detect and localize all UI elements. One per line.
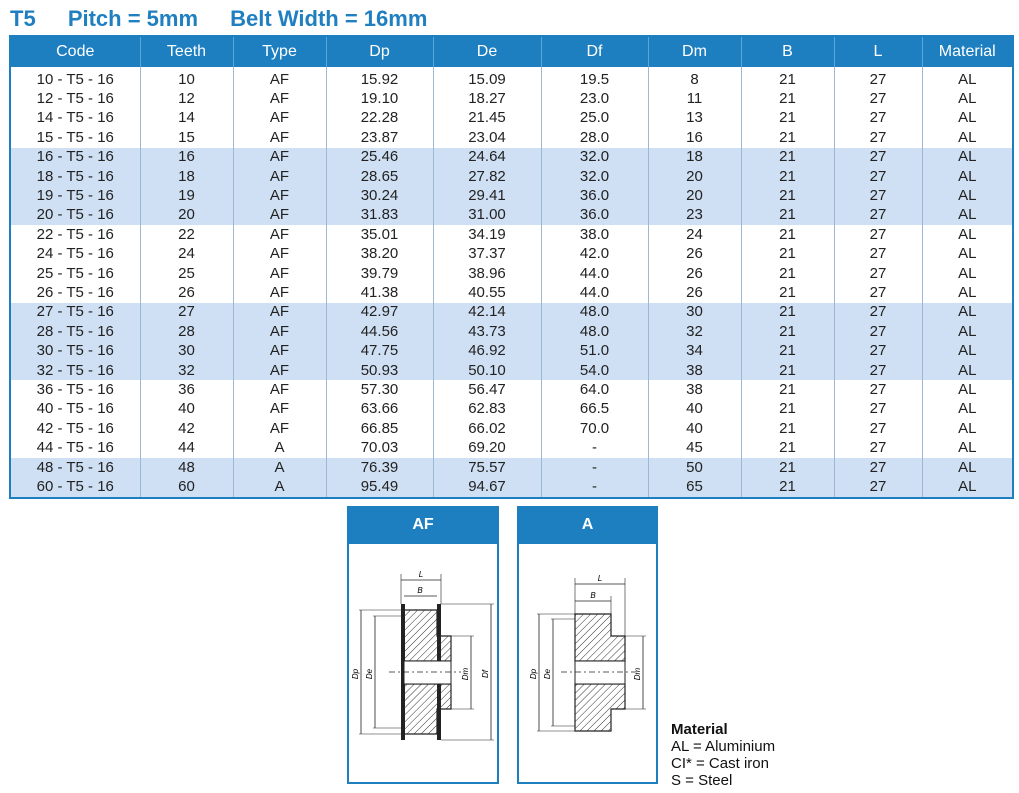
belt-width-title: Belt Width = 16mm xyxy=(230,6,428,31)
cell-code: 19 - T5 - 16 xyxy=(10,186,140,205)
cell-type: A xyxy=(233,458,326,477)
cell-de: 27.82 xyxy=(433,167,541,186)
cell-de: 69.20 xyxy=(433,438,541,457)
cell-dp: 66.85 xyxy=(326,419,433,438)
cell-teeth: 28 xyxy=(140,322,233,341)
cell-material: AL xyxy=(922,225,1013,244)
cell-dp: 39.79 xyxy=(326,264,433,283)
table-row xyxy=(10,419,1013,438)
table-row xyxy=(10,380,1013,399)
diagram-a-title: A xyxy=(519,508,656,544)
cell-type: AF xyxy=(233,89,326,108)
cell-l: 27 xyxy=(834,148,922,167)
cell-df: 48.0 xyxy=(541,322,648,341)
cell-teeth: 60 xyxy=(140,477,233,497)
cell-teeth: 26 xyxy=(140,283,233,302)
cell-material: AL xyxy=(922,477,1013,497)
cell-code: 14 - T5 - 16 xyxy=(36,109,114,127)
cell-code: 18 - T5 - 16 xyxy=(10,167,140,186)
cell-teeth: 19 xyxy=(140,186,233,205)
cell-de: 94.67 xyxy=(433,477,541,497)
cell-code: 27 - T5 - 16 xyxy=(10,303,140,322)
cell-code: 36 - T5 - 16 xyxy=(36,380,114,398)
cell-teeth: 16 xyxy=(140,148,233,167)
cell-de: 38.96 xyxy=(433,264,541,283)
cell-de: 75.57 xyxy=(433,458,541,477)
table-row xyxy=(10,128,1013,147)
cell-dp: 44.56 xyxy=(326,322,433,341)
cell-material: AL xyxy=(922,148,1013,167)
column-header-dm: Dm xyxy=(648,36,741,67)
cell-l: 27 xyxy=(834,67,922,89)
cell-b: 21 xyxy=(741,245,834,264)
cell-type: AF xyxy=(233,245,326,264)
cell-dp: 19.10 xyxy=(326,89,433,108)
cell-dp: 22.28 xyxy=(326,109,433,128)
cell-code: 20 - T5 - 16 xyxy=(10,206,140,225)
cell-dp: 28.65 xyxy=(326,167,433,186)
cell-dp: 41.38 xyxy=(326,283,433,302)
cell-de: 21.45 xyxy=(433,109,541,128)
cell-l: 27 xyxy=(834,361,922,380)
pitch-title: Pitch = 5mm xyxy=(67,6,199,31)
cell-de: 24.64 xyxy=(433,148,541,167)
cell-dp: 95.49 xyxy=(326,477,433,497)
cell-dm: 23 xyxy=(648,206,741,225)
cell-material: AL xyxy=(922,419,1013,438)
cell-material: AL xyxy=(922,438,1013,457)
cell-material: AL xyxy=(922,322,1013,341)
cell-b: 21 xyxy=(741,303,834,322)
cell-df: - xyxy=(541,477,648,497)
profile-title: T5 xyxy=(10,6,36,31)
cell-df: 48.0 xyxy=(541,303,648,322)
cell-type: AF xyxy=(233,148,326,167)
table-row xyxy=(10,109,1013,128)
cell-de: 42.14 xyxy=(433,303,541,322)
cell-b: 21 xyxy=(741,380,834,399)
cell-l: 27 xyxy=(834,89,922,108)
cell-type: AF xyxy=(233,109,326,128)
cell-teeth: 30 xyxy=(140,341,233,360)
cell-df: 44.0 xyxy=(541,283,648,302)
material-legend-item: AL = Aluminium xyxy=(671,738,776,755)
cell-code: 16 - T5 - 16 xyxy=(10,148,140,167)
cell-df: 32.0 xyxy=(541,148,648,167)
cell-dp: 25.46 xyxy=(326,148,433,167)
cell-b: 21 xyxy=(741,400,834,419)
cell-df: 28.0 xyxy=(541,128,648,147)
cell-b: 21 xyxy=(741,148,834,167)
material-legend-item: CI* = Cast iron xyxy=(671,755,769,772)
cell-teeth: 18 xyxy=(140,167,233,186)
cell-dm: 16 xyxy=(648,128,741,147)
label-dp: Dp xyxy=(529,668,538,680)
cell-dm: 8 xyxy=(648,67,741,89)
cell-b: 21 xyxy=(741,186,834,205)
cell-dp: 50.93 xyxy=(326,361,433,380)
label-l: L xyxy=(418,570,424,579)
cell-material: AL xyxy=(922,303,1013,322)
cell-dm: 65 xyxy=(648,477,741,497)
cell-teeth: 27 xyxy=(140,303,233,322)
column-header-df: Df xyxy=(541,36,648,67)
cell-df: 32.0 xyxy=(541,167,648,186)
table-row xyxy=(10,245,1013,264)
cell-dm: 38 xyxy=(648,361,741,380)
cell-type: AF xyxy=(233,341,326,360)
cell-type: AF xyxy=(233,206,326,225)
cell-code: 42 - T5 - 16 xyxy=(36,419,114,437)
diagram-a-drawing xyxy=(519,544,656,782)
table-row xyxy=(10,225,1013,244)
cell-b: 21 xyxy=(741,67,834,89)
cell-b: 21 xyxy=(741,206,834,225)
cell-code: 22 - T5 - 16 xyxy=(36,225,114,243)
cell-l: 27 xyxy=(834,341,922,360)
cell-l: 27 xyxy=(834,206,922,225)
cell-teeth: 44 xyxy=(140,438,233,457)
column-header-l: L xyxy=(834,36,922,67)
table-row xyxy=(10,67,1013,89)
cell-code: 40 - T5 - 16 xyxy=(36,400,114,418)
cell-df: 19.5 xyxy=(541,67,648,89)
cell-material: AL xyxy=(922,89,1013,108)
cell-material: AL xyxy=(922,109,1013,128)
cell-type: AF xyxy=(233,419,326,438)
material-legend-title: Material xyxy=(671,721,728,738)
cell-dm: 11 xyxy=(648,89,741,108)
cell-material: AL xyxy=(922,458,1013,477)
cell-type: AF xyxy=(233,186,326,205)
table-row xyxy=(10,186,1013,205)
cell-code: 26 - T5 - 16 xyxy=(36,283,114,301)
cell-material: AL xyxy=(922,167,1013,186)
cell-dp: 35.01 xyxy=(326,225,433,244)
cell-material: AL xyxy=(922,67,1013,89)
cell-dp: 31.83 xyxy=(326,206,433,225)
cell-l: 27 xyxy=(834,128,922,147)
cell-material: AL xyxy=(922,341,1013,360)
table-row xyxy=(10,148,1013,167)
cell-df: 42.0 xyxy=(541,245,648,264)
cell-de: 15.09 xyxy=(433,67,541,89)
cell-teeth: 42 xyxy=(140,419,233,438)
cell-type: AF xyxy=(233,128,326,147)
cell-de: 50.10 xyxy=(433,361,541,380)
cell-df: 64.0 xyxy=(541,380,648,399)
cell-df: 23.0 xyxy=(541,89,648,108)
table-row xyxy=(10,361,1013,380)
cell-de: 66.02 xyxy=(433,419,541,438)
table-row xyxy=(10,341,1013,360)
cell-code: 24 - T5 - 16 xyxy=(36,245,114,263)
cell-dp: 23.87 xyxy=(326,128,433,147)
cell-teeth: 25 xyxy=(140,264,233,283)
cell-b: 21 xyxy=(741,477,834,497)
cell-type: AF xyxy=(233,380,326,399)
material-legend xyxy=(671,721,775,789)
cell-df: 36.0 xyxy=(541,206,648,225)
cell-dm: 32 xyxy=(648,322,741,341)
cell-type: AF xyxy=(233,225,326,244)
cell-b: 21 xyxy=(741,225,834,244)
cell-b: 21 xyxy=(741,458,834,477)
diagram-af xyxy=(347,506,499,784)
cell-df: 54.0 xyxy=(541,361,648,380)
cell-dm: 26 xyxy=(648,283,741,302)
cell-dm: 40 xyxy=(648,400,741,419)
cell-b: 21 xyxy=(741,167,834,186)
cell-teeth: 14 xyxy=(140,109,233,128)
cell-teeth: 12 xyxy=(140,89,233,108)
cell-df: 38.0 xyxy=(541,225,648,244)
column-header-dp: Dp xyxy=(326,36,433,67)
cell-df: - xyxy=(541,458,648,477)
table-row xyxy=(10,283,1013,302)
cell-l: 27 xyxy=(834,303,922,322)
cell-dm: 20 xyxy=(648,167,741,186)
column-header-type: Type xyxy=(233,36,326,67)
cell-de: 18.27 xyxy=(433,89,541,108)
cell-teeth: 36 xyxy=(140,380,233,399)
label-df: Df xyxy=(481,670,490,678)
cell-l: 27 xyxy=(834,458,922,477)
cell-code: 44 - T5 - 16 xyxy=(36,439,114,457)
cell-teeth: 40 xyxy=(140,400,233,419)
cell-dp: 76.39 xyxy=(326,458,433,477)
cell-material: AL xyxy=(922,283,1013,302)
cell-code: 30 - T5 - 16 xyxy=(10,341,140,360)
cell-dm: 26 xyxy=(648,264,741,283)
cell-df: 51.0 xyxy=(541,341,648,360)
cell-dp: 57.30 xyxy=(326,380,433,399)
cell-de: 34.19 xyxy=(433,225,541,244)
cell-de: 23.04 xyxy=(433,128,541,147)
pulley-spec-table xyxy=(9,35,1014,499)
cell-material: AL xyxy=(922,245,1013,264)
cell-dp: 30.24 xyxy=(326,186,433,205)
cell-type: AF xyxy=(233,303,326,322)
cell-type: AF xyxy=(233,67,326,89)
cell-l: 27 xyxy=(834,264,922,283)
cell-b: 21 xyxy=(741,89,834,108)
column-header-material: Material xyxy=(922,36,1013,67)
cell-dm: 45 xyxy=(648,438,741,457)
label-dp: Dp xyxy=(351,668,360,680)
cell-type: AF xyxy=(233,167,326,186)
cell-l: 27 xyxy=(834,109,922,128)
cell-df: 36.0 xyxy=(541,186,648,205)
cell-code: 60 - T5 - 16 xyxy=(10,477,140,497)
table-header-row xyxy=(10,36,1013,67)
cell-l: 27 xyxy=(834,186,922,205)
table-row xyxy=(10,303,1013,322)
cell-dm: 26 xyxy=(648,245,741,264)
table-row xyxy=(10,206,1013,225)
cell-dm: 38 xyxy=(648,380,741,399)
cell-type: AF xyxy=(233,264,326,283)
label-dm: Dm xyxy=(633,667,642,681)
label-l: L xyxy=(597,574,603,583)
diagram-af-title: AF xyxy=(349,508,497,544)
cell-type: A xyxy=(233,477,326,497)
cell-b: 21 xyxy=(741,341,834,360)
cell-l: 27 xyxy=(834,477,922,497)
cell-type: AF xyxy=(233,283,326,302)
cell-teeth: 48 xyxy=(140,458,233,477)
cell-de: 40.55 xyxy=(433,283,541,302)
cell-de: 31.00 xyxy=(433,206,541,225)
cell-dm: 30 xyxy=(648,303,741,322)
cell-code: 12 - T5 - 16 xyxy=(36,90,114,108)
cell-de: 46.92 xyxy=(433,341,541,360)
column-header-b: B xyxy=(741,36,834,67)
cell-b: 21 xyxy=(741,361,834,380)
cell-de: 43.73 xyxy=(433,322,541,341)
cell-type: AF xyxy=(233,400,326,419)
cell-df: 70.0 xyxy=(541,419,648,438)
cell-material: AL xyxy=(922,186,1013,205)
cell-l: 27 xyxy=(834,167,922,186)
cell-l: 27 xyxy=(834,400,922,419)
table-row xyxy=(10,89,1013,108)
cell-dm: 20 xyxy=(648,186,741,205)
material-legend-item: S = Steel xyxy=(671,772,733,789)
cell-code: 15 - T5 - 16 xyxy=(36,128,114,146)
cell-b: 21 xyxy=(741,283,834,302)
table-row xyxy=(10,400,1013,419)
cell-type: AF xyxy=(233,361,326,380)
table-row xyxy=(10,477,1013,497)
cell-teeth: 15 xyxy=(140,128,233,147)
label-dm: Dm xyxy=(461,667,470,681)
cell-de: 37.37 xyxy=(433,245,541,264)
cell-l: 27 xyxy=(834,322,922,341)
cell-dp: 47.75 xyxy=(326,341,433,360)
table-row xyxy=(10,167,1013,186)
cell-material: AL xyxy=(922,206,1013,225)
cell-de: 62.83 xyxy=(433,400,541,419)
cell-b: 21 xyxy=(741,322,834,341)
cell-dp: 42.97 xyxy=(326,303,433,322)
cell-code: 48 - T5 - 16 xyxy=(10,458,140,477)
table-row xyxy=(10,438,1013,457)
cell-l: 27 xyxy=(834,245,922,264)
page-title xyxy=(10,6,453,34)
cell-b: 21 xyxy=(741,438,834,457)
column-header-code: Code xyxy=(10,36,140,67)
cell-df: - xyxy=(541,438,648,457)
cell-l: 27 xyxy=(834,380,922,399)
cell-material: AL xyxy=(922,264,1013,283)
cell-code: 32 - T5 - 16 xyxy=(10,361,140,380)
cell-l: 27 xyxy=(834,225,922,244)
cell-l: 27 xyxy=(834,283,922,302)
cell-code: 10 - T5 - 16 xyxy=(36,70,114,88)
cell-dm: 24 xyxy=(648,225,741,244)
cell-dm: 18 xyxy=(648,148,741,167)
cell-b: 21 xyxy=(741,109,834,128)
cell-code: 25 - T5 - 16 xyxy=(36,264,114,282)
cell-df: 44.0 xyxy=(541,264,648,283)
cell-df: 66.5 xyxy=(541,400,648,419)
cell-dm: 34 xyxy=(648,341,741,360)
cell-material: AL xyxy=(922,400,1013,419)
cell-teeth: 32 xyxy=(140,361,233,380)
cell-teeth: 10 xyxy=(140,67,233,89)
column-header-teeth: Teeth xyxy=(140,36,233,67)
cell-type: AF xyxy=(233,322,326,341)
label-de: De xyxy=(543,668,552,680)
cell-type: A xyxy=(233,438,326,457)
cell-b: 21 xyxy=(741,128,834,147)
diagram-af-drawing xyxy=(349,544,497,782)
cell-l: 27 xyxy=(834,419,922,438)
cell-b: 21 xyxy=(741,419,834,438)
cell-dm: 50 xyxy=(648,458,741,477)
label-b: B xyxy=(417,586,423,595)
cell-b: 21 xyxy=(741,264,834,283)
cell-teeth: 24 xyxy=(140,245,233,264)
label-b: B xyxy=(590,591,596,600)
cell-material: AL xyxy=(922,380,1013,399)
cell-dp: 63.66 xyxy=(326,400,433,419)
cell-teeth: 20 xyxy=(140,206,233,225)
cell-dp: 70.03 xyxy=(326,438,433,457)
cell-de: 29.41 xyxy=(433,186,541,205)
cell-dp: 15.92 xyxy=(326,67,433,89)
cell-material: AL xyxy=(922,361,1013,380)
table-row xyxy=(10,458,1013,477)
cell-dp: 38.20 xyxy=(326,245,433,264)
table-row xyxy=(10,264,1013,283)
cell-dm: 13 xyxy=(648,109,741,128)
label-de: De xyxy=(365,668,374,680)
cell-code: 28 - T5 - 16 xyxy=(10,322,140,341)
table-row xyxy=(10,322,1013,341)
cell-df: 25.0 xyxy=(541,109,648,128)
cell-de: 56.47 xyxy=(433,380,541,399)
cell-teeth: 22 xyxy=(140,225,233,244)
column-header-de: De xyxy=(433,36,541,67)
cell-material: AL xyxy=(922,128,1013,147)
cell-l: 27 xyxy=(834,438,922,457)
cell-dm: 40 xyxy=(648,419,741,438)
diagram-a xyxy=(517,506,658,784)
